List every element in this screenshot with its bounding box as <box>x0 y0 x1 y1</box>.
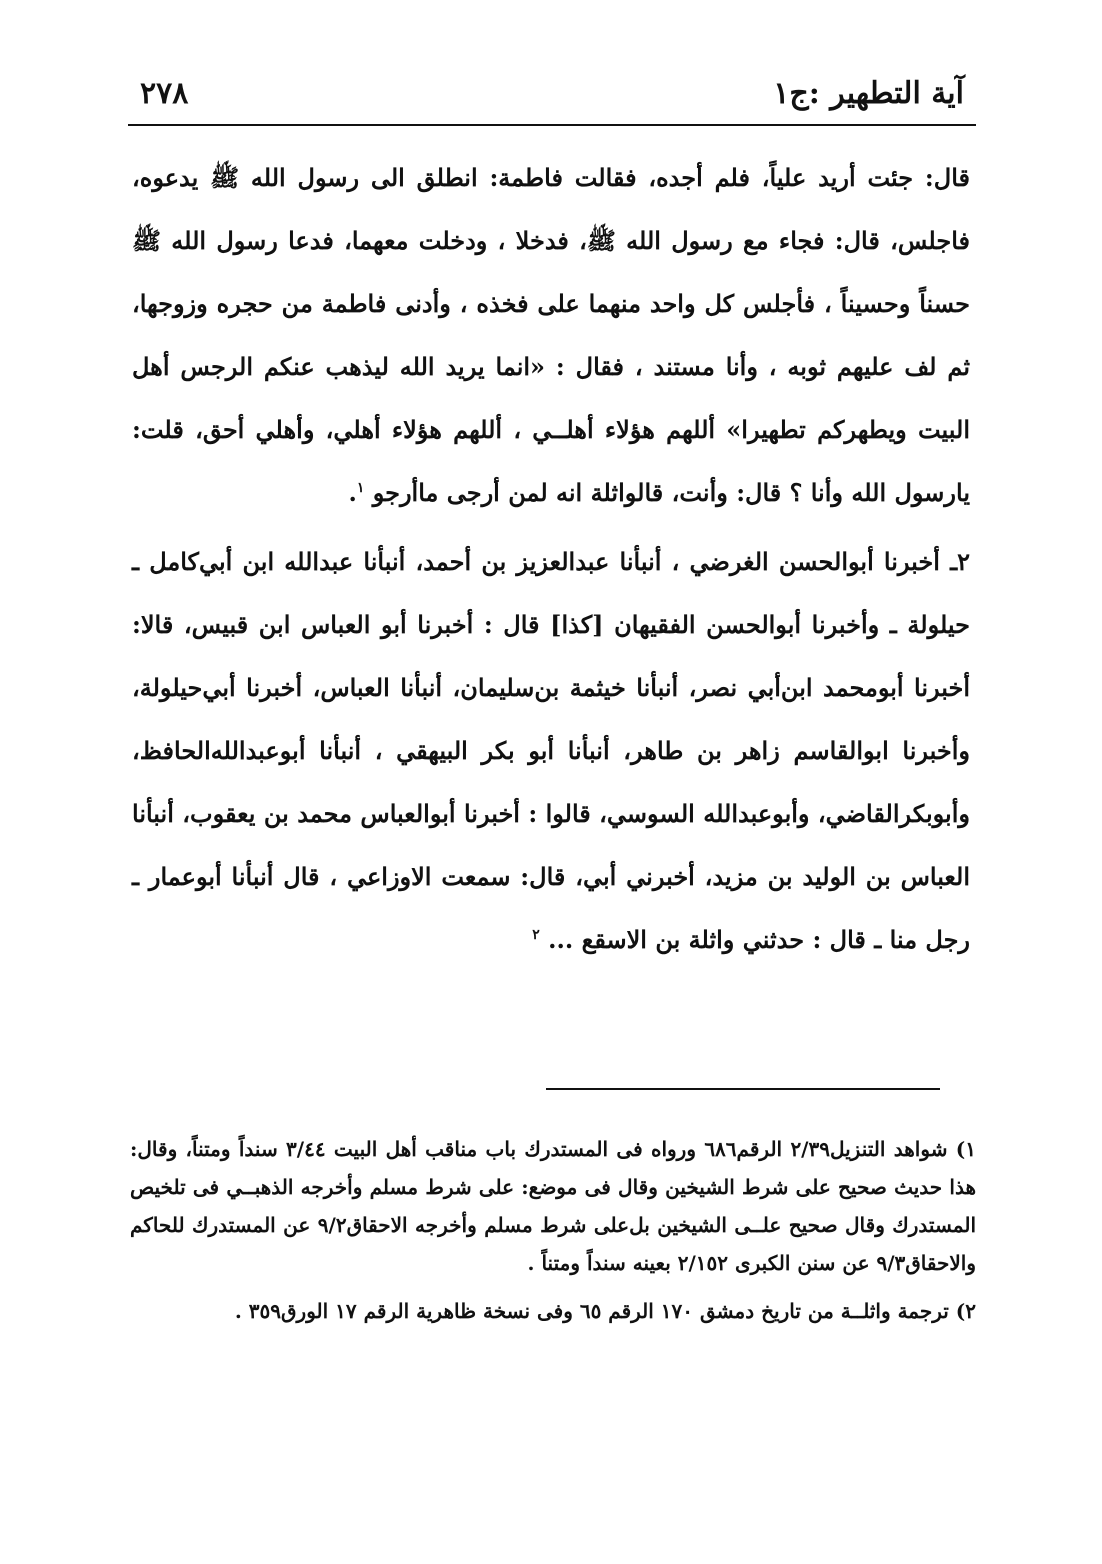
footnotes <box>130 1130 976 1330</box>
footnote-1: ١) شواهد التنزيل٢/٣٩ الرقم٦٨٦ ورواه فى المستدرك باب مناقب أهل البيت ٣/٤٤ سنداً ومتناً، وقال: هذا حديث صحيح على شرط الشيخين وقال فى موضع: على شرط مسلم وأخرجه الذهبــي فى تلخيص المستدرك وقال صحيح علــى الشيخين بل‌على شرط مسلم وأخرجه الاحقاق٩/٢ عن المستدرك للحاكم والاحقاق٩/٣ عن سنن الكبرى ٢/١٥٢ بعينه سنداً ومتناً . <box>130 1137 977 1275</box>
paragraph-2-text: ٢ـ أخبرنا أبوالحسن الغرضي ، أنبأنا عبدالعزيز بن أحمد، أنبأنا عبدالله ابن أبي‌كامل ـ حيلولة ـ وأخبرنا أبوالحسن الفقيهان [كذا] قال : أخبرنا أبو العباس ابن قبيس، قالا: أخبرنا أبومحمد ابن‌أبي نصر، أنبأنا خيثمة بن‌سليمان، أنبأنا العباس، أخبرنا أبي‌حيلولة، وأخبرنا ابوالقاسم زاهر بن طاهر، أنبأنا أبو بكر البيهقي ، أنبأنا أبوعبدالله‌الحافظ، وأبوبكرالقاضي، وأبوعبدالله السوسي، قالوا : أخبرنا أبوالعباس محمد بن يعقوب، أنبأنا العباس بن الوليد بن مزيد، أخبرني أبي، قال: سمعت الاوزاعي ، قال أنبأنا أبوعمار ـ رجل منا ـ قال : حدثني واثلة بن الاسقع ... <box>132 547 970 954</box>
page-number: ٢٧٨ <box>140 76 189 111</box>
paragraph-1 <box>132 146 970 524</box>
paragraph-1-text: قال: جئت أريد علياً، فلم أجده، فقالت فاطمة: انطلق الى رسول الله ﷺ يدعوه، فاجلس، قال: فجاء مع رسول الله ﷺ، فدخلا ، ودخلت معهما، فدعا رسول الله ﷺ حسناً وحسيناً ، فأجلس كل واحد منهما على فخذه ، وأدنى فاطمة من حجره وزوجها، ثم لف عليهم ثوبه ، وأنا مستند ، فقال : «انما يريد الله ليذهب عنكم الرجس أهل البيت ويطهركم تطهيرا» أللهم هؤلاء أهلــي ، أللهم هؤلاء أهلي، وأهلي أحق، قلت: يارسول الله وأنا ؟ قال: وأنت، قالواثلة انه لمن أرجى ماأرجو <box>132 163 970 507</box>
paragraph-2 <box>132 530 970 971</box>
paragraph-1-end: . <box>348 478 357 507</box>
footnote-marker-2: ٢ <box>532 927 540 943</box>
footnote-2: ٢) ترجمة واثلــة من تاريخ دمشق ١٧٠ الرقم ٦٥ وفى نسخة ظاهرية الرقم ١٧ الورق٣٥٩ . <box>234 1299 976 1323</box>
main-text <box>132 146 970 971</box>
running-title: آية التطهير :ج١ <box>773 76 964 111</box>
page-header <box>128 62 976 126</box>
footnote-marker-1: ١ <box>356 480 365 496</box>
footnote-separator <box>546 1088 940 1090</box>
